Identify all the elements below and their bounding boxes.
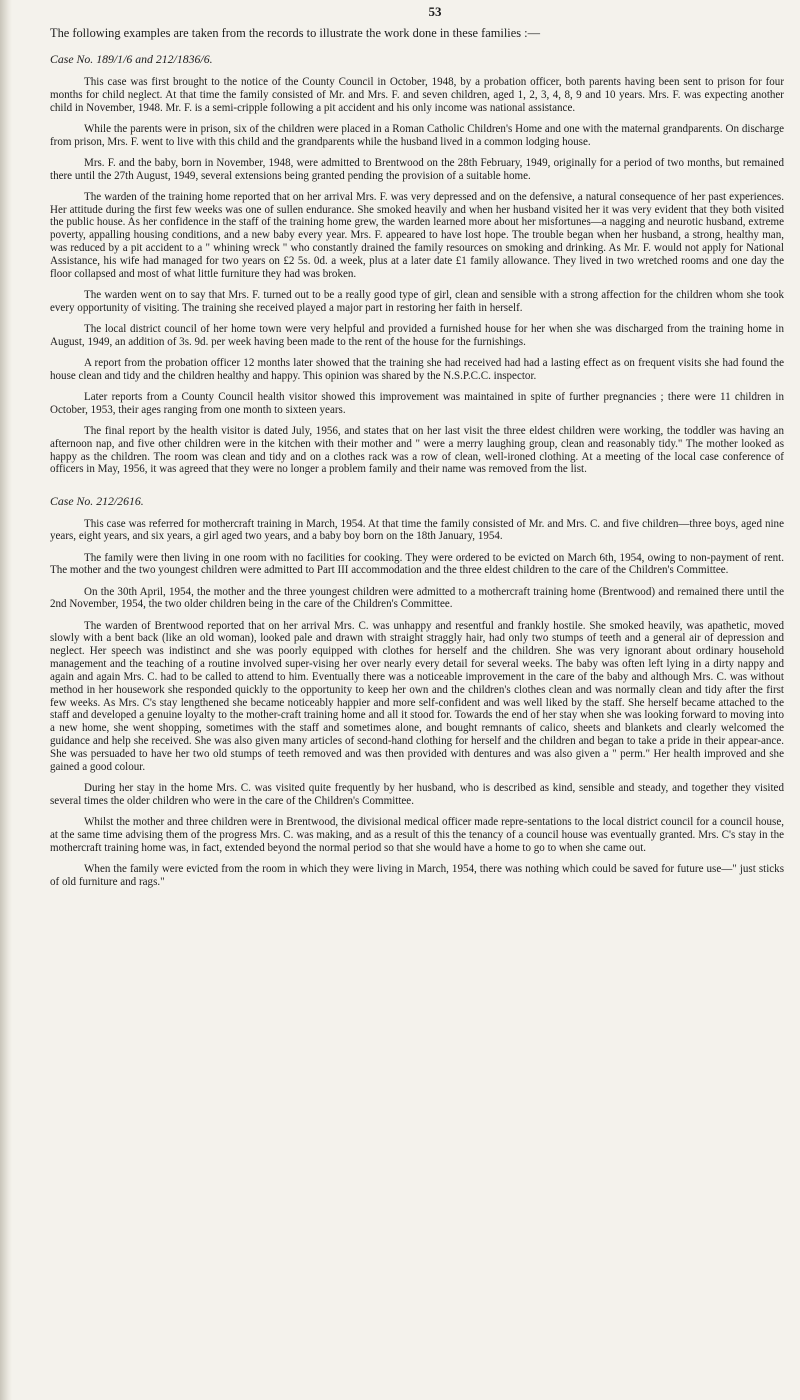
paragraph: During her stay in the home Mrs. C. was visited quite frequently by her husband, who is described as kind, sensible and steady, and together they visited several times the older children who were in the care of the Children's Committee. bbox=[50, 781, 784, 807]
binding-edge bbox=[0, 0, 12, 1400]
paragraph: While the parents were in prison, six of the children were placed in a Roman Catholic Children's Home and one with the maternal grandparents. On discharge from prison, Mrs. F. went to live with this child and the grandparents while the husband lived in a common lodging house. bbox=[50, 122, 784, 148]
paragraph: The final report by the health visitor is dated July, 1956, and states that on her last visit the three eldest children were working, the toddler was having an afternoon nap, and five other children were in the kitchen with their mother and " were a merry laughing group, clean and reasonably tidy." The mother looked as happy as the children. The room was clean and tidy and on a clothes rack was a row of clean, well-ironed clothing. At a meeting of the local case conference of officers in May, 1956, it was agreed that they were no longer a problem family and their name was removed from the list. bbox=[50, 424, 784, 476]
paragraph: The warden went on to say that Mrs. F. turned out to be a really good type of girl, clean and sensible with a strong affection for the children whom she took every opportunity of visiting. The training she received played a major part in restoring her faith in herself. bbox=[50, 289, 784, 314]
paragraph: The warden of Brentwood reported that on her arrival Mrs. C. was unhappy and resentful and frankly hostile. She smoked heavily, was apathetic, moved slowly with a bent back (like an old woman), looked pale and drawn with straight straggly hair, had only two stumps of teeth and a general air of depression and neglect. Her speech was indistinct and she was poorly equipped with clothes for herself and the children. She was very ignorant about ordinary household management and the teaching of a routine involved super-vising her over nearly every detail for several weeks. The baby was often left lying in a dirty nappy and again and again Mrs. C. had to be called to attend to him. Eventually there was a noticeable improvement in the care of the baby and although Mrs. C. was without method in her housework she responded quickly to the opportunity to keep her own and the children's clothes clean and was normally clean and tidy after the first few weeks. As Mrs. C's stay lengthened she became noticeably happier and more self-confident and was well liked by the staff. She herself became attached to the staff and developed a genuine loyalty to the mother-craft training home and all it stood for. Towards the end of her stay when she was looking forward to moving into a new home, she went shopping, sometimes with the staff and sometimes alone, and bought remnants of calico, sheets and blankets and clearly welcomed the guidance and help she received. She was also given many articles of second-hand clothing for herself and the children and began to take a pride in their appear-ance. She was persuaded to have her two old stumps of teeth removed and was then provided with dentures and was also given a " perm." Her health improved and she gained a good colour. bbox=[50, 619, 784, 773]
paragraph: A report from the probation officer 12 months later showed that the training she had received had had a lasting effect as on frequent visits she had found the house clean and tidy and the children healthy and happy. This opinion was shared by the N.S.P.C.C. inspector. bbox=[50, 356, 784, 382]
case-section-2 bbox=[50, 494, 784, 889]
section-gap bbox=[50, 485, 784, 494]
page-number: 53 bbox=[428, 4, 442, 19]
paragraph: This case was referred for mothercraft training in March, 1954. At that time the family consisted of Mr. and Mrs. C. and five children—three boys, aged nine years, eight years, and six years, a girl aged two years, and a baby boy born on the 18th January, 1954. bbox=[50, 517, 784, 543]
case-heading: Case No. 212/2616. bbox=[50, 493, 144, 508]
paragraph: Later reports from a County Council health visitor showed this improvement was maintained in spite of further pregnancies ; there were 11 children in October, 1953, their ages ranging from one month to sixteen years. bbox=[50, 390, 784, 416]
page-content bbox=[50, 26, 784, 897]
paragraph: The local district council of her home town were very helpful and provided a furnished house for her when she was discharged from the training home in August, 1949, an addition of 3s. 9d. per week having been made to the rent of the house for the furnishings. bbox=[50, 322, 784, 348]
paragraph: Whilst the mother and three children were in Brentwood, the divisional medical officer made repre-sentations to the local district council for a council house, at the same time advising them of the progress Mrs. C. was making, and as a result of this the tenancy of a council house was eventually granted. Mrs. C's stay in the mothercraft training home was, in fact, extended beyond the normal period so that she would have a home to go to when she came out. bbox=[50, 815, 784, 854]
case-section-1 bbox=[50, 52, 784, 476]
paragraph: On the 30th April, 1954, the mother and the three youngest children were admitted to a mothercraft training home (Brentwood) and remained there until the 2nd November, 1954, the two older children being in the care of the Children's Committee. bbox=[50, 585, 784, 611]
intro-text: The following examples are taken from the records to illustrate the work done in these families :— bbox=[50, 26, 540, 40]
paragraph: This case was first brought to the notice of the County Council in October, 1948, by a probation officer, both parents having been sent to prison for four months for child neglect. At that time the family consisted of Mr. and Mrs. F. and seven children, aged 1, 2, 3, 4, 8, 9 and 10 years. Mrs. F. was expecting another child in November, 1948. Mr. F. is a semi-cripple following a pit accident and his only income was national assistance. bbox=[50, 76, 784, 114]
paragraph: When the family were evicted from the room in which they were living in March, 1954, there was nothing which could be saved for future use—" just sticks of old furniture and rags." bbox=[50, 862, 784, 888]
case-heading: Case No. 189/1/6 and 212/1836/6. bbox=[50, 52, 213, 66]
paragraph: Mrs. F. and the baby, born in November, 1948, were admitted to Brentwood on the 28th February, 1949, originally for a period of two months, but remained there until the 27th August, 1949, several extensions being granted pending the provision of a suitable home. bbox=[50, 156, 784, 182]
paragraph: The warden of the training home reported that on her arrival Mrs. F. was very depressed and on the defensive, a natural consequence of her past experiences. Her attitude during the first few weeks was one of sullen endurance. She smoked heavily and when her husband visited her it was very evident that they both visited the public house. As her confidence in the staff of the training home grew, the warden learned more about her misfortunes—a nagging and neurotic husband, extreme poverty, appalling housing conditions, and a new baby every year. Mrs. F. appeared to have lost hope. The trouble began when her husband, a strong, healthy man, was reduced by a pit accident to a " whining wreck " who constantly drained the family resources on smoking and drinking. As Mr. F. would not apply for National Assistance, his wife had managed for two years on £2 5s. 0d. a week, plus at a later date £1 family allowance. They lived in two wretched rooms and one day the floor collapsed and most of what little furniture they had was broken. bbox=[50, 190, 784, 280]
paragraph: The family were then living in one room with no facilities for cooking. They were ordered to be evicted on March 6th, 1954, owing to non-payment of rent. The mother and the two youngest children were admitted to Part III accommodation and the three eldest children to the care of the Children's Committee. bbox=[50, 551, 784, 577]
